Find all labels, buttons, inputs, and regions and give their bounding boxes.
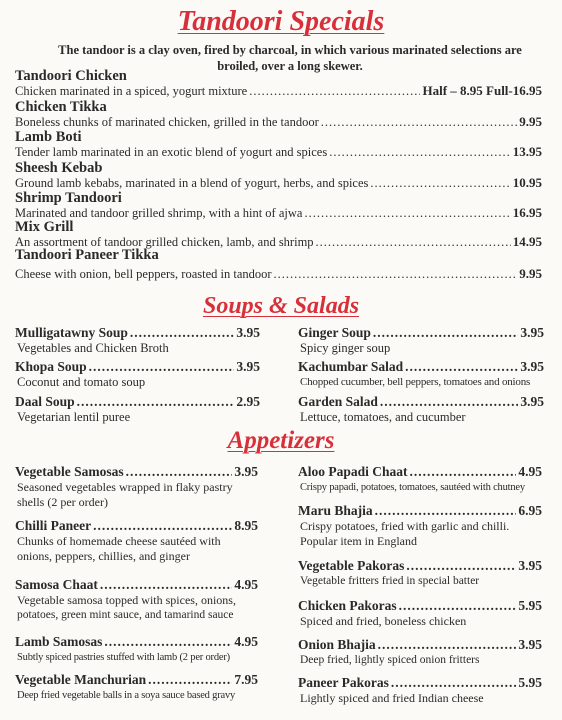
item-desc: Vegetarian lentil puree (17, 410, 131, 424)
menu-item (15, 68, 542, 98)
item-name: Vegetable Manchurian (15, 672, 147, 687)
item-desc: Popular item in England (300, 534, 417, 548)
item-name: Samosa Chaat (15, 577, 98, 592)
item-price: 4.95 (234, 634, 258, 649)
item-price: 9.95 (519, 114, 542, 129)
item-price: 9.95 (519, 266, 542, 281)
menu-item (298, 503, 542, 549)
item-name: Mix Grill (15, 219, 74, 235)
item-price: 3.95 (520, 325, 544, 340)
menu-item (298, 464, 542, 495)
section-title-soups: Soups & Salads (202, 293, 360, 319)
item-price: 8.95 (234, 518, 258, 533)
menu-item (15, 577, 258, 623)
item-price: 3.95 (234, 464, 258, 479)
item-desc: Vegetable fritters fried in special batter (300, 575, 480, 587)
item-desc: Cheese with onion, bell peppers, roasted in tandoor (15, 267, 272, 281)
menu-item (15, 464, 258, 510)
item-name: Ginger Soup (298, 325, 371, 340)
menu-item (15, 99, 542, 129)
item-desc: Deep fried, lightly spiced onion fritters (300, 654, 480, 666)
menu-item (15, 190, 542, 220)
menu-item (15, 672, 258, 703)
menu-item (298, 359, 544, 390)
menu-item (15, 394, 260, 425)
item-desc: Vegetables and Chicken Broth (17, 341, 169, 355)
item-desc: Coconut and tomato soup (17, 375, 146, 389)
item-price: 10.95 (512, 175, 542, 190)
item-desc: Lightly spiced and fried Indian cheese (300, 691, 484, 705)
item-desc: Crispy potatoes, fried with garlic and chilli. (300, 519, 510, 533)
section-title-tandoori: Tandoori Specials (177, 6, 385, 37)
section-title-appetizers: Appetizers (227, 427, 335, 454)
menu-item (298, 325, 544, 356)
item-price: 16.95 (512, 205, 542, 220)
item-desc: Deep fried vegetable balls in a soya sauce based gravy (17, 690, 236, 701)
item-desc: Crispy papadi, potatoes, tomatoes, sautéed with chutney (300, 482, 525, 493)
item-name: Chilli Paneer (15, 518, 92, 533)
item-desc: Chopped cucumber, bell peppers, tomatoes and onions (300, 376, 531, 388)
item-desc: Spicy ginger soup (300, 341, 391, 355)
item-name: Vegetable Pakoras (298, 558, 405, 573)
item-desc: Marinated and tandoor grilled shrimp, with a hint of ajwa (15, 206, 303, 220)
item-desc: Vegetable samosa topped with spices, onions, (17, 593, 236, 607)
menu-item (298, 598, 542, 629)
item-desc: Chunks of homemade cheese sautéed with (17, 534, 221, 548)
item-price: 5.95 (518, 675, 542, 690)
item-price: 14.95 (512, 234, 542, 249)
item-price: 3.95 (520, 359, 544, 374)
menu-item (15, 518, 258, 564)
menu-item (15, 359, 260, 390)
item-name: Onion Bhajia (298, 637, 376, 652)
item-name: Kachumbar Salad (298, 359, 404, 374)
menu-item (15, 129, 542, 159)
item-desc: An assortment of tandoor grilled chicken, lamb, and shrimp (15, 235, 314, 249)
item-desc: shells (2 per order) (17, 495, 108, 509)
item-name: Maru Bhajia (298, 503, 373, 518)
item-name: Chicken Tikka (15, 99, 107, 115)
item-name: Vegetable Samosas (15, 464, 124, 479)
item-price: 3.95 (518, 637, 542, 652)
item-name: Khopa Soup (15, 359, 87, 374)
item-desc: Tender lamb marinated in an exotic blend of yogurt and spices (15, 145, 328, 159)
item-name: Garden Salad (298, 394, 378, 409)
menu-item (15, 325, 260, 356)
item-price: 3.95 (236, 359, 260, 374)
item-desc: Seasoned vegetables wrapped in flaky pastry (17, 480, 233, 494)
item-price: 3.95 (520, 394, 544, 409)
item-price: Half – 8.95 Full-16.95 (422, 83, 542, 98)
item-name: Lamb Samosas (15, 634, 103, 649)
menu-item (15, 160, 542, 190)
item-desc: Lettuce, tomatoes, and cucumber (300, 410, 466, 424)
item-name: Mulligatawny Soup (15, 325, 128, 340)
item-name: Daal Soup (15, 394, 75, 409)
item-price: 6.95 (518, 503, 542, 518)
menu-item (15, 219, 542, 249)
item-desc: Spiced and fried, boneless chicken (300, 614, 467, 628)
menu-item (298, 558, 542, 589)
item-desc: Ground lamb kebabs, marinated in a blend of yogurt, herbs, and spices (15, 176, 369, 190)
item-price: 7.95 (234, 672, 258, 687)
item-price: 4.95 (234, 577, 258, 592)
item-price: 13.95 (512, 144, 542, 159)
item-price: 3.95 (236, 325, 260, 340)
item-price: 3.95 (518, 558, 542, 573)
item-name: Aloo Papadi Chaat (298, 464, 408, 479)
menu-item (15, 247, 542, 281)
item-name: Paneer Pakoras (298, 675, 389, 690)
item-desc: onions, peppers, chillies, and ginger (17, 549, 190, 563)
item-desc: potatoes, green mint sauce, and tamarind sauce (17, 609, 234, 621)
menu-item (298, 675, 542, 706)
item-name: Sheesh Kebab (15, 160, 103, 176)
item-price: 2.95 (236, 394, 260, 409)
item-name: Chicken Pakoras (298, 598, 397, 613)
item-name: Shrimp Tandoori (15, 190, 122, 206)
item-price: 5.95 (518, 598, 542, 613)
menu-item (298, 637, 542, 668)
item-desc: Boneless chunks of marinated chicken, grilled in the tandoor (15, 115, 319, 129)
menu-item (298, 394, 544, 425)
item-name: Lamb Boti (15, 129, 82, 145)
item-desc: Subtly spiced pastries stuffed with lamb (2 per order) (17, 652, 230, 663)
item-name: Tandoori Chicken (15, 68, 127, 84)
item-name: Tandoori Paneer Tikka (15, 247, 159, 263)
item-price: 4.95 (518, 464, 542, 479)
menu-item (15, 634, 258, 665)
item-desc: Chicken marinated in a spiced, yogurt mixture (15, 84, 248, 98)
tandoori-intro: The tandoor is a clay oven, fired by charcoal, in which various marinated selections are broiled, over a long skewer. (58, 43, 522, 73)
